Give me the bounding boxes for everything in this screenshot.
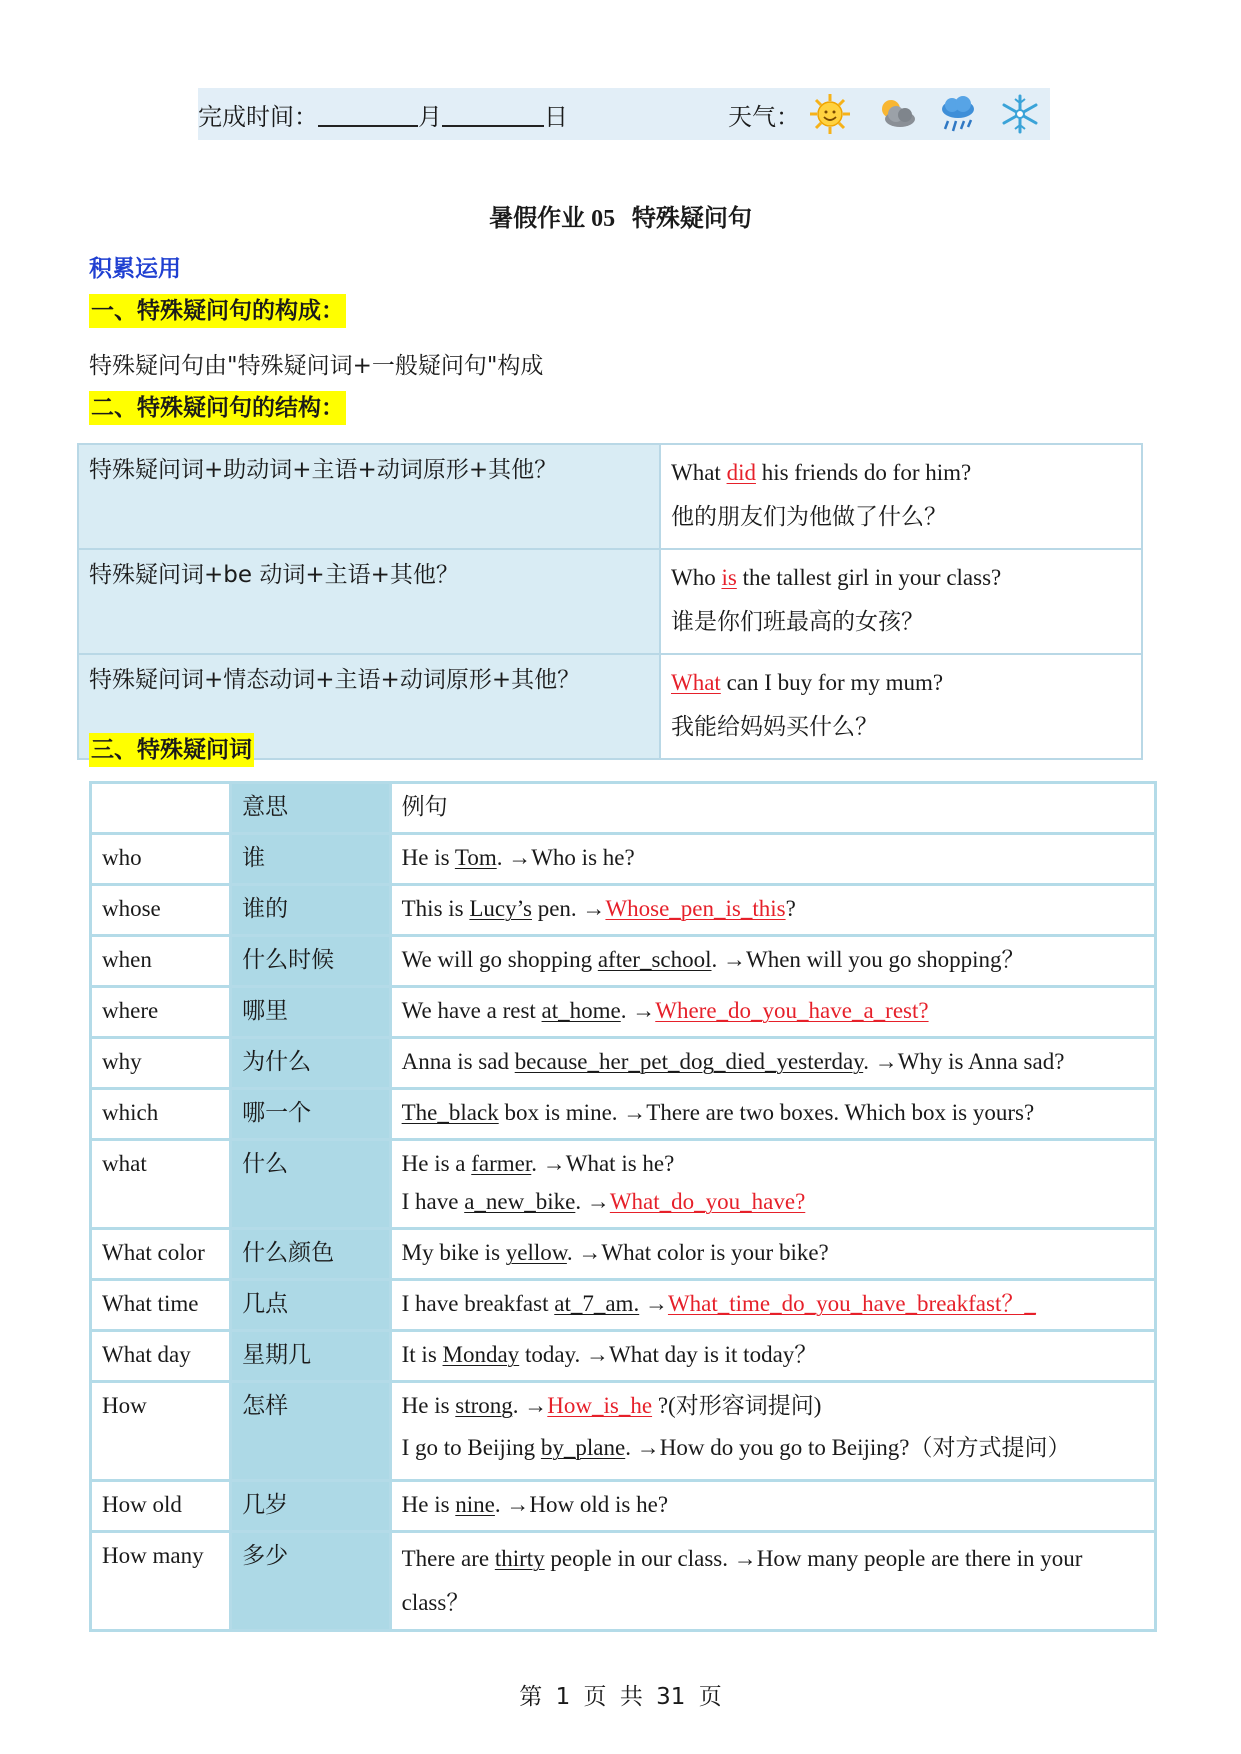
word-cell: How: [91, 1382, 231, 1481]
pattern-cell: 特殊疑问词+情态动词+主语+动词原形+其他？: [78, 654, 660, 759]
meaning-cell: 谁: [231, 834, 390, 885]
month-label: 月: [418, 102, 442, 131]
table-row: [91, 1481, 1156, 1532]
table-row: [91, 1038, 1156, 1089]
example-cell: He is nine. →How old is he?: [390, 1481, 1155, 1532]
table-row: [91, 1089, 1156, 1140]
word-cell: What color: [91, 1229, 231, 1280]
example-cell: I have breakfast at_7_am. →What_time_do_you_have_breakfast？_: [390, 1280, 1155, 1331]
highlight-word: What: [671, 670, 721, 695]
word-cell: How old: [91, 1481, 231, 1532]
rain-icon: [936, 92, 980, 136]
example-cell: He is a farmer. →What is he? I have a_new_bike. →What_do_you_have?: [390, 1140, 1155, 1229]
meaning-cell: 哪里: [231, 987, 390, 1038]
example-cell: The_black box is mine. →There are two boxes. Which box is yours?: [390, 1089, 1155, 1140]
table-row: [91, 1532, 1156, 1631]
example-cell: He is Tom. →Who is he?: [390, 834, 1155, 885]
section3-heading: 三、特殊疑问词: [89, 733, 254, 767]
example-cell: There are thirty people in our class. →How many people are there in your class？: [390, 1532, 1155, 1631]
day-label: 日: [544, 102, 568, 131]
meaning-cell: 几点: [231, 1280, 390, 1331]
table-row: [78, 549, 1142, 654]
highlight-word: is: [721, 565, 737, 590]
header-bar: [198, 88, 1050, 140]
page-footer: 第 1 页 共 31 页: [519, 1684, 722, 1710]
highlight-word: did: [726, 460, 756, 485]
section1-text: 特殊疑问句由"特殊疑问词+一般疑问句"构成: [89, 353, 544, 379]
page-title: 暑假作业 05 特殊疑问句: [489, 204, 752, 232]
table-row: [91, 885, 1156, 936]
meaning-cell: 哪一个: [231, 1089, 390, 1140]
header-meaning: 意思: [231, 783, 390, 834]
word-cell: What time: [91, 1280, 231, 1331]
example-cell: We will go shopping after_school. →When will you go shopping？: [390, 936, 1155, 987]
word-cell: which: [91, 1089, 231, 1140]
table-row: [78, 444, 1142, 549]
section1-heading: 一、特殊疑问句的构成：: [89, 294, 346, 328]
pattern-cell: 特殊疑问词+be 动词+主语+其他？: [78, 549, 660, 654]
word-cell: who: [91, 834, 231, 885]
word-cell: when: [91, 936, 231, 987]
month-blank[interactable]: [318, 101, 418, 127]
meaning-cell: 什么: [231, 1140, 390, 1229]
example-cell: He is strong. →How_is_he ?(对形容词提问) I go to Beijing by_plane. →How do you go to Beijing?（对方式提问）: [390, 1382, 1155, 1481]
meaning-cell: 谁的: [231, 885, 390, 936]
word-cell: whose: [91, 885, 231, 936]
meaning-cell: 几岁: [231, 1481, 390, 1532]
example-cell: It is Monday today. →What day is it today？: [390, 1331, 1155, 1382]
example-cell: We have a rest at_home. →Where_do_you_have_a_rest?: [390, 987, 1155, 1038]
table-row: [91, 987, 1156, 1038]
example-cell: Anna is sad because_her_pet_dog_died_yesterday. →Why is Anna sad?: [390, 1038, 1155, 1089]
table-row: [91, 1331, 1156, 1382]
meaning-cell: 为什么: [231, 1038, 390, 1089]
meaning-cell: 多少: [231, 1532, 390, 1631]
meaning-cell: 怎样: [231, 1382, 390, 1481]
example-cell: This is Lucy’s pen. →Whose_pen_is_this?: [390, 885, 1155, 936]
table-row: [91, 1382, 1156, 1481]
word-cell: How many: [91, 1532, 231, 1631]
section2-heading: 二、特殊疑问句的结构：: [89, 391, 346, 425]
example-cell: My bike is yellow. →What color is your bike?: [390, 1229, 1155, 1280]
header-example: 例句: [390, 783, 1155, 834]
word-cell: why: [91, 1038, 231, 1089]
cloudy-icon: [874, 92, 918, 136]
sun-icon: [808, 92, 852, 136]
word-cell: What day: [91, 1331, 231, 1382]
table-row: [91, 834, 1156, 885]
weather-label: 天气：: [728, 102, 800, 131]
time-label: 完成时间：: [198, 102, 318, 131]
meaning-cell: 什么时候: [231, 936, 390, 987]
table-row: [91, 1229, 1156, 1280]
word-cell: what: [91, 1140, 231, 1229]
meaning-cell: 什么颜色: [231, 1229, 390, 1280]
example-cell: Who is the tallest girl in your class? 谁是你们班最高的女孩？: [660, 549, 1142, 654]
section-subhead: 积累运用: [89, 256, 181, 282]
table-row: [91, 1140, 1156, 1229]
pattern-cell: 特殊疑问词+助动词+主语+动词原形+其他？: [78, 444, 660, 549]
example-cell: What did his friends do for him? 他的朋友们为他做了什么？: [660, 444, 1142, 549]
table-header-row: [91, 783, 1156, 834]
structure-table: [77, 443, 1143, 760]
header-blank-cell: [91, 783, 231, 834]
word-cell: where: [91, 987, 231, 1038]
meaning-cell: 星期几: [231, 1331, 390, 1382]
snow-icon: [998, 92, 1042, 136]
table-row: [91, 936, 1156, 987]
day-blank[interactable]: [442, 101, 544, 127]
table-row: [91, 1280, 1156, 1331]
question-word-table: [89, 781, 1157, 1632]
example-cell: What can I buy for my mum? 我能给妈妈买什么？: [660, 654, 1142, 759]
